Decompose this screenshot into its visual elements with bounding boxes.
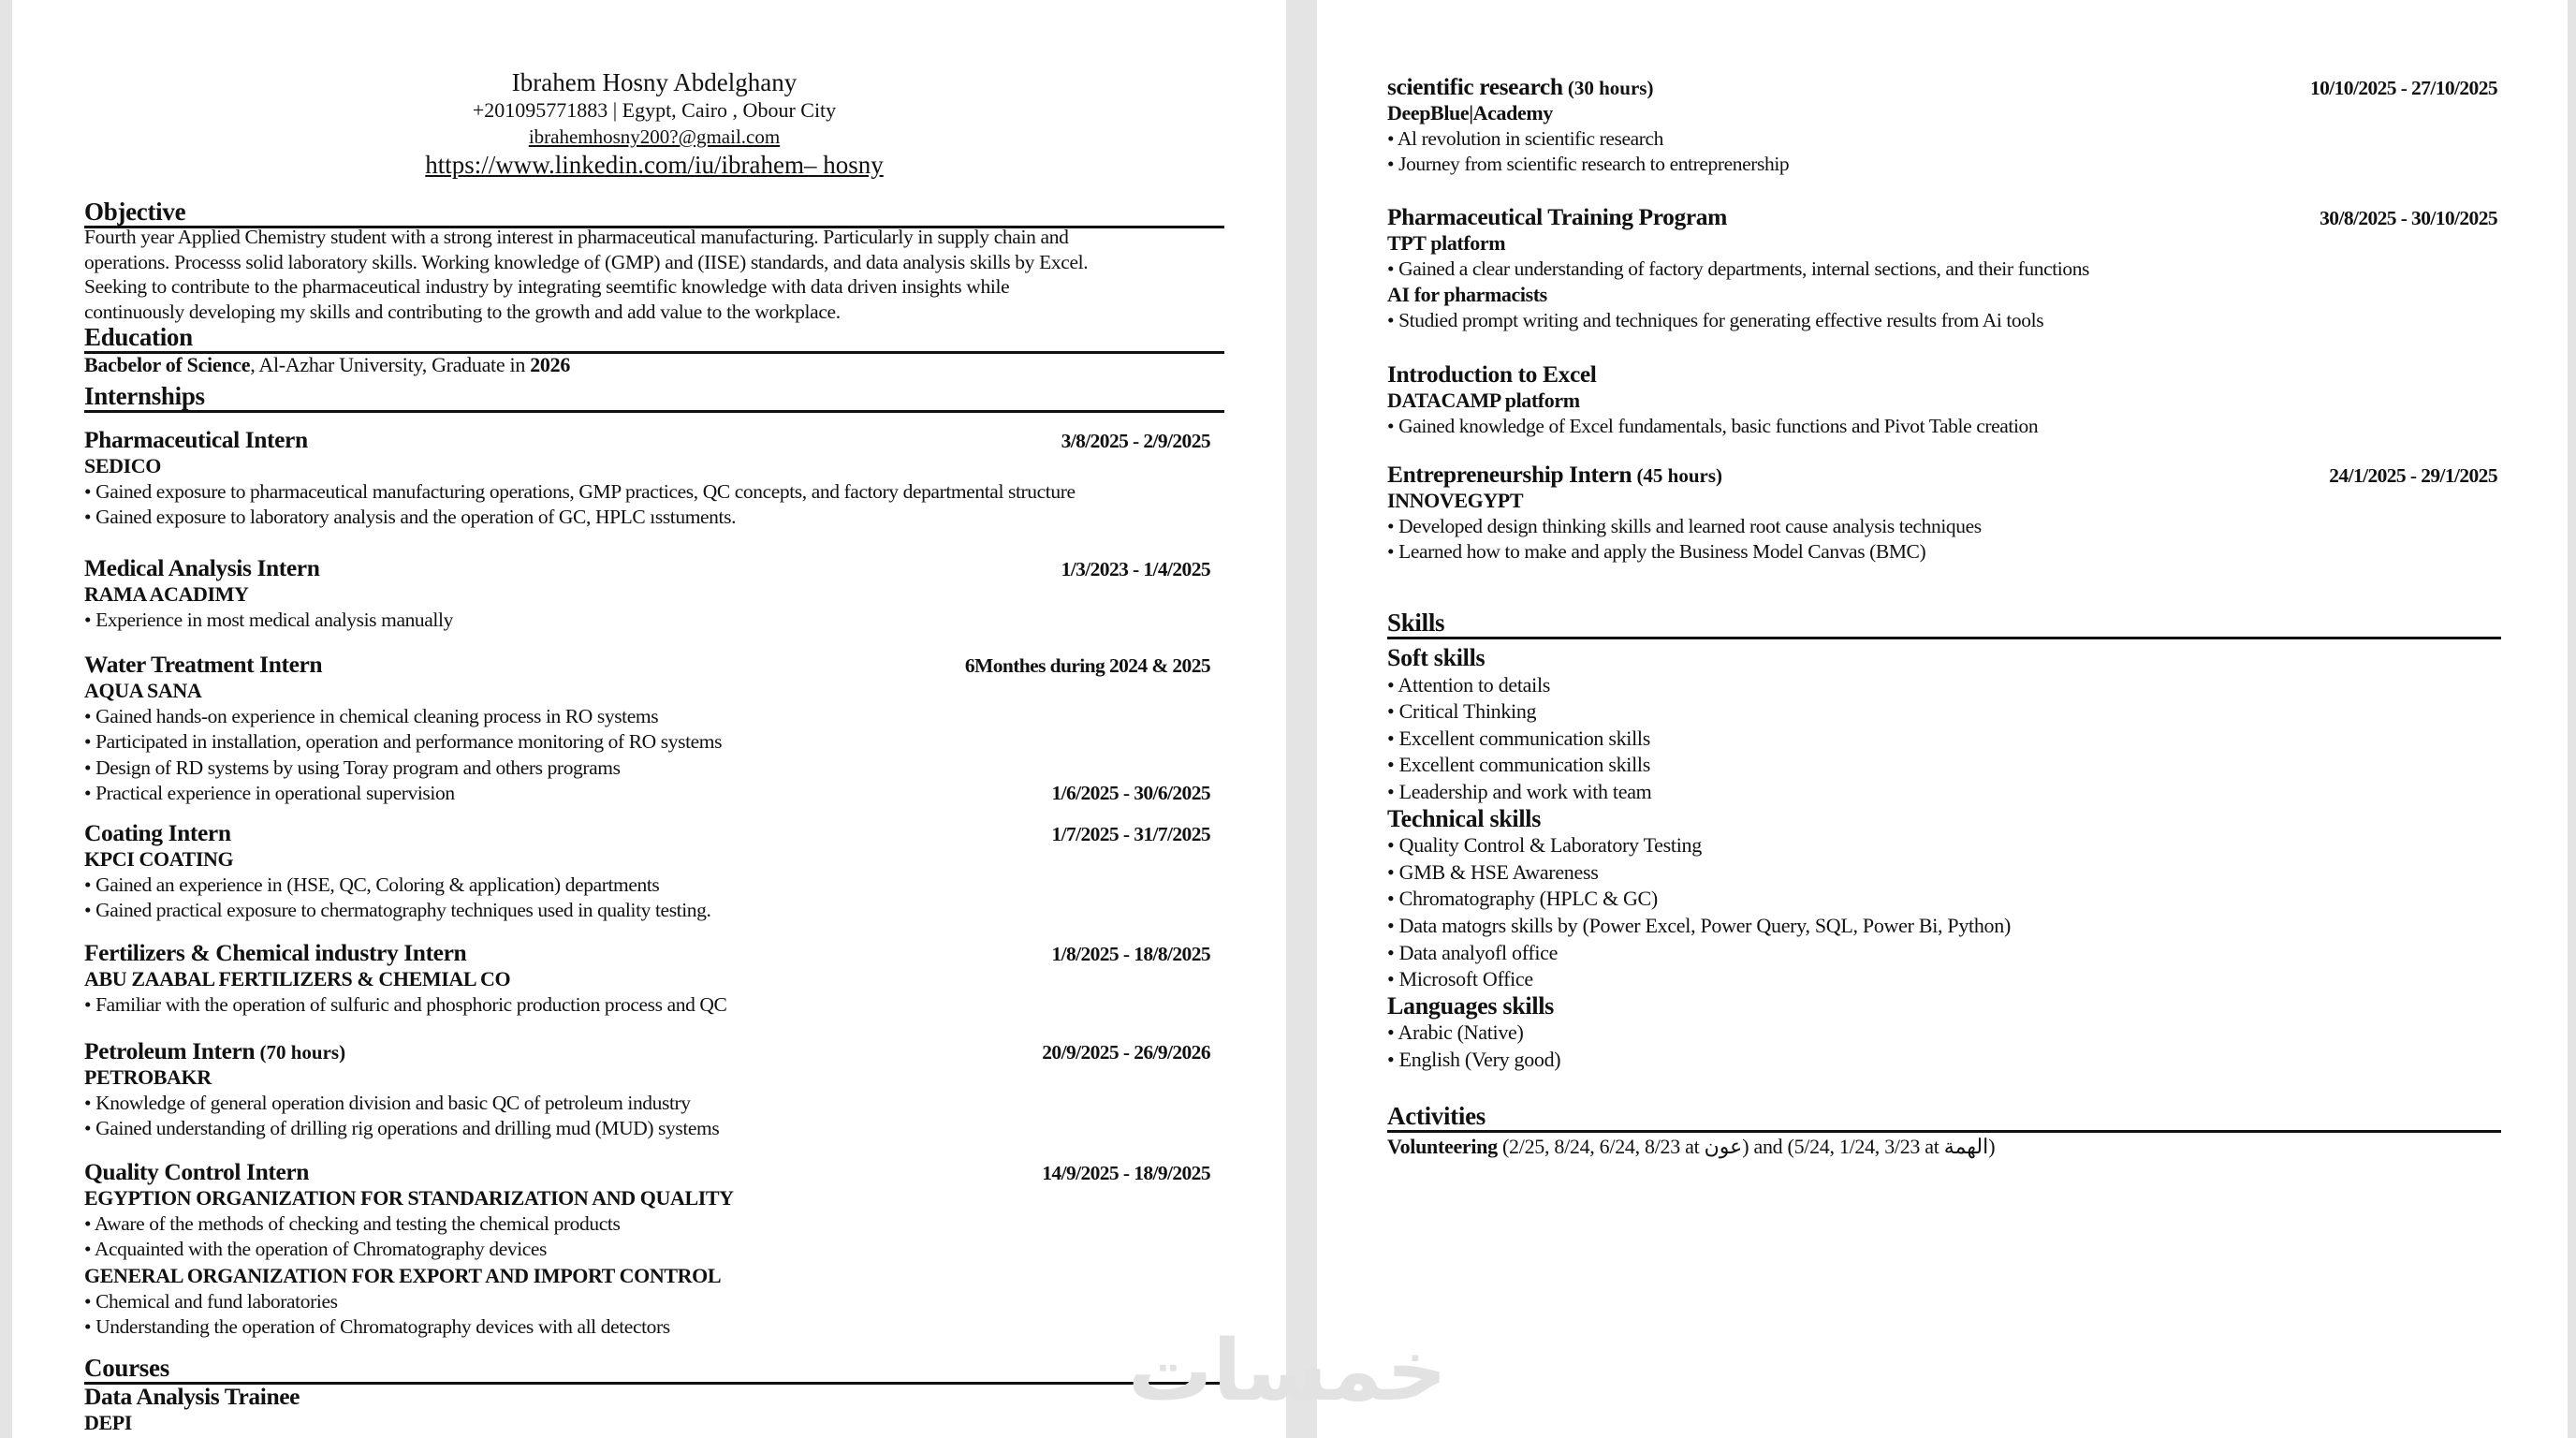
- objective-line: continuously developing my skills and contributing to the growth and add value to the workplace.: [84, 300, 841, 323]
- bullet-item: [84, 704, 1210, 729]
- graduation-year: 2026: [530, 353, 571, 376]
- bullet-text: • Gained hands-on experience in chemical cleaning process in RO systems: [84, 705, 659, 727]
- entry-date: 1/3/2023 - 1/4/2025: [1061, 558, 1210, 580]
- bullet-text: • Journey from scientific research to entreprenership: [1387, 153, 1790, 176]
- entry-header: [84, 820, 1210, 846]
- bullet-text: • Design of RD systems by using Toray program and others programs: [84, 756, 621, 779]
- bullet-text: • Al revolution in scientific research: [1387, 127, 1664, 150]
- bullet-item: [84, 992, 1210, 1018]
- entry-title: Pharmaceutical Intern: [84, 426, 308, 453]
- skill-item: • Arabic (Native): [1387, 1020, 1524, 1045]
- entry-organization: AQUA SANA: [84, 679, 202, 702]
- entry-organization: TPT platform: [1387, 231, 1506, 255]
- entry-end-date: 1/6/2025 - 30/6/2025: [1051, 781, 1210, 804]
- experience-entry: [1387, 74, 2497, 178]
- entry-header: [84, 1159, 1210, 1185]
- khamsat-watermark-logo: خمسات: [1128, 1322, 1448, 1420]
- entry-title: Medical Analysis Intern: [84, 554, 320, 581]
- experience-entry: [1387, 361, 2497, 439]
- bullet-item: [84, 505, 1210, 530]
- objective-line: Fourth year Applied Chemistry student with a strong interest in pharmaceutical manufacturing. Particularly in supply chain and: [84, 226, 1069, 248]
- experience-entry: [1387, 204, 2497, 334]
- activities-entry: [1387, 1134, 1995, 1160]
- bullet-text: • Gained practical exposure to chermatography techniques used in quality testing.: [84, 899, 711, 922]
- bullet-text: • Gained a clear understanding of factory departments, internal sections, and their functions: [1387, 257, 2090, 280]
- degree: Bacbelor of Science: [84, 353, 251, 376]
- bullet-text: • Studied prompt writing and techniques for generating effective results from Ai tools: [1387, 309, 2044, 332]
- skill-item: • Attention to details: [1387, 672, 1551, 697]
- bullet-item: [84, 1211, 1210, 1237]
- experience-entry: [84, 652, 1210, 806]
- candidate-name: Ibrahem Hosny Abdelghany: [511, 68, 798, 96]
- entry-date: 24/1/2025 - 29/1/2025: [2329, 464, 2497, 487]
- bullet-text: • Gained knowledge of Excel fundamentals, basic functions and Pivot Table creation: [1387, 415, 2039, 437]
- experience-entry: [84, 427, 1210, 531]
- entry-title: Pharmaceutical Training Program: [1387, 203, 1727, 230]
- entry-organization: EGYPTION ORGANIZATION FOR STANDARIZATION AND QUALITY: [84, 1186, 734, 1210]
- skill-item: • Microsoft Office: [1387, 967, 1533, 991]
- entry-date: 20/9/2025 - 26/9/2026: [1042, 1041, 1210, 1064]
- bullet-item: [84, 608, 1210, 633]
- entry-title: Introduction to Excel: [1387, 360, 1597, 388]
- entry-date: 1/8/2025 - 18/8/2025: [1051, 943, 1210, 965]
- entry-date: 14/9/2025 - 18/9/2025: [1042, 1162, 1210, 1184]
- bullet-item: [1387, 308, 2497, 333]
- university: , Al-Azhar University, Graduate in: [250, 353, 531, 376]
- bullet-item: [84, 1116, 1210, 1141]
- entry-title: Coating Intern: [84, 819, 231, 846]
- entry-date: 30/8/2025 - 30/10/2025: [2320, 207, 2497, 229]
- bullet-text: • Participated in installation, operation and performance monitoring of RO systems: [84, 730, 723, 754]
- entry-header: [84, 427, 1210, 453]
- skill-item: • Excellent communication skills: [1387, 753, 1650, 777]
- bullet-item: [1387, 126, 2497, 152]
- objective-text: [84, 225, 1245, 324]
- email-link[interactable]: ibrahemhosny200?@gmail.com: [528, 125, 781, 148]
- experience-entry: [1387, 462, 2497, 565]
- entry-title: Water Treatment Intern: [84, 651, 323, 678]
- skill-item: • Chromatography (HPLC & GC): [1387, 887, 1658, 911]
- entry-title: Data Analysis Trainee: [84, 1383, 300, 1410]
- entry-organization: AI for pharmacists: [1387, 283, 1547, 307]
- entry-date: 1/7/2025 - 31/7/2025: [1051, 823, 1210, 845]
- section-education: Education: [84, 323, 1224, 354]
- entry-organization: GENERAL ORGANIZATION FOR EXPORT AND IMPORT CONTROL: [84, 1263, 722, 1287]
- bullet-item: [1387, 514, 2497, 539]
- section-activities: Activities: [1387, 1102, 2501, 1133]
- experience-entry: [84, 1384, 1210, 1436]
- entry-hours: (45 hours): [1632, 464, 1723, 487]
- bullet-item: [84, 1289, 1210, 1314]
- entry-organization: PETROBAKR: [84, 1065, 212, 1089]
- skills-subheading: Technical skills: [1387, 804, 1542, 832]
- entry-date: 3/8/2025 - 2/9/2025: [1061, 430, 1210, 452]
- entry-header: [1387, 74, 2497, 100]
- bullet-text: • Learned how to make and apply the Business Model Canvas (BMC): [1387, 540, 1926, 564]
- volunteering-details: (2/25, 8/24, 6/24, 8/23 at عون) and (5/24, 1/24, 3/23 at الهمة): [1497, 1135, 1996, 1158]
- entry-organization: DATACAMP platform: [1387, 389, 1580, 412]
- bullet-text: • Gained understanding of drilling rig operations and drilling mud (MUD) systems: [84, 1117, 720, 1140]
- entry-header: [84, 555, 1210, 581]
- entry-header: [84, 652, 1210, 678]
- entry-title: Petroleum Intern: [84, 1037, 256, 1064]
- entry-header: [1387, 462, 2497, 488]
- entry-date: 6Monthes during 2024 & 2025: [964, 654, 1210, 677]
- entry-header: [1387, 204, 2497, 230]
- bullet-text: • Aware of the methods of checking and testing the chemical products: [84, 1212, 621, 1235]
- bullet-item: [84, 756, 1210, 781]
- bullet-item: [1387, 257, 2497, 282]
- skills-list: [1387, 645, 2011, 1074]
- entry-organization: KPCI COATING: [84, 847, 234, 871]
- skills-subheading: Languages skills: [1387, 991, 1554, 1020]
- bullet-item: [84, 729, 1210, 755]
- bullet-text: • Chemical and fund laboratories: [84, 1289, 338, 1313]
- bullet-item: [84, 1091, 1210, 1116]
- entry-title-wrap: [1387, 462, 1722, 488]
- skill-item: • Excellent communication skills: [1387, 726, 1650, 750]
- experience-entry: [84, 1038, 1210, 1142]
- entry-date: 10/10/2025 - 27/10/2025: [2309, 77, 2497, 99]
- skills-subheading: Soft skills: [1387, 644, 1486, 671]
- bullet-item: [1387, 539, 2497, 565]
- entry-header: [84, 1038, 1210, 1064]
- entry-organization: DeepBlue|Academy: [1387, 101, 1553, 125]
- linkedin-link[interactable]: https://www.linkedin.com/iu/ibrahem– hosny: [425, 151, 884, 179]
- skill-item: • Data analyofl office: [1387, 940, 1559, 964]
- bullet-item: [1387, 414, 2497, 439]
- education-entry: [84, 352, 570, 378]
- skill-item: • Leadership and work with team: [1387, 779, 1652, 803]
- entry-organization: SEDICO: [84, 454, 161, 477]
- entry-title: Entrepreneurship Intern: [1387, 461, 1632, 488]
- bullet-item: [84, 1314, 1210, 1340]
- bullet-text: • Practical experience in operational supervision: [84, 781, 455, 804]
- experience-entry: [84, 820, 1210, 924]
- bullet-item: [1387, 152, 2497, 177]
- bullet-text: • Experience in most medical analysis manually: [84, 609, 453, 631]
- bullet-text: • Gained an experience in (HSE, QC, Coloring & application) departments: [84, 873, 660, 896]
- experience-entry: [84, 1159, 1210, 1340]
- entry-header: [84, 1384, 1210, 1410]
- entry-hours: (70 hours): [255, 1041, 346, 1064]
- experience-entry: [84, 555, 1210, 633]
- skill-item: • GMB & HSE Awareness: [1387, 859, 1599, 884]
- section-internships: Internships: [84, 382, 1224, 413]
- entry-title-wrap: [84, 1038, 345, 1064]
- section-courses: Courses: [84, 1354, 1224, 1385]
- entry-hours: (30 hours): [1562, 77, 1654, 99]
- entry-organization: RAMA ACADIMY: [84, 582, 249, 606]
- entry-organization: DEPI: [84, 1411, 132, 1434]
- bullet-text: • Familiar with the operation of sulfuric and phosphoric production process and QC: [84, 993, 727, 1016]
- entry-title: Quality Control Intern: [84, 1158, 310, 1185]
- objective-line: Seeking to contribute to the pharmaceutical industry by integrating seemtific knowledge with data driven insights while: [84, 275, 1010, 299]
- skill-item: • Critical Thinking: [1387, 699, 1537, 724]
- entry-header: [1387, 361, 2497, 388]
- section-skills: Skills: [1387, 609, 2501, 639]
- bullet-text: • Developed design thinking skills and learned root cause analysis techniques: [1387, 515, 1982, 537]
- entry-title-wrap: [1387, 74, 1653, 100]
- skill-item: • Data matogrs skills by (Power Excel, Power Query, SQL, Power Bi, Python): [1387, 913, 2011, 937]
- volunteering-label: Volunteering: [1387, 1135, 1498, 1158]
- entry-title: scientific research: [1387, 73, 1563, 100]
- experience-entry: [84, 940, 1210, 1018]
- bullet-text: • Understanding the operation of Chromatography devices with all detectors: [84, 1314, 670, 1338]
- bullet-item: [84, 1237, 1210, 1262]
- bullet-text: • Gained exposure to laboratory analysis and the operation of GC, HPLC ısstuments.: [84, 506, 737, 529]
- contact-info: +201095771883 | Egypt, Cairo , Obour City: [472, 98, 837, 122]
- bullet-item: [84, 479, 1210, 505]
- entry-title: Fertilizers & Chemical industry Intern: [84, 939, 467, 966]
- skill-item: • Quality Control & Laboratory Testing: [1387, 833, 1702, 858]
- objective-line: operations. Processs solid laboratory skills. Working knowledge of (GMP) and (IISE) standards, and data analysis skills by Excel.: [84, 250, 1089, 273]
- entry-organization: INNOVEGYPT: [1387, 489, 1524, 512]
- bullet-text: • Knowledge of general operation division and basic QC of petroleum industry: [84, 1092, 691, 1114]
- entry-header: [84, 940, 1210, 966]
- bullet-item: [84, 898, 1210, 923]
- bullet-item: [84, 781, 1210, 806]
- skill-item: • English (Very good): [1387, 1047, 1561, 1071]
- bullet-item: [84, 873, 1210, 898]
- entry-organization: ABU ZAABAL FERTILIZERS & CHEMIAL CO: [84, 967, 511, 990]
- section-objective: Objective: [84, 198, 1224, 228]
- bullet-text: • Gained exposure to pharmaceutical manufacturing operations, GMP practices, QC concepts, and factory departmental structure: [84, 480, 1076, 503]
- bullet-text: • Acquainted with the operation of Chromatography devices: [84, 1238, 548, 1261]
